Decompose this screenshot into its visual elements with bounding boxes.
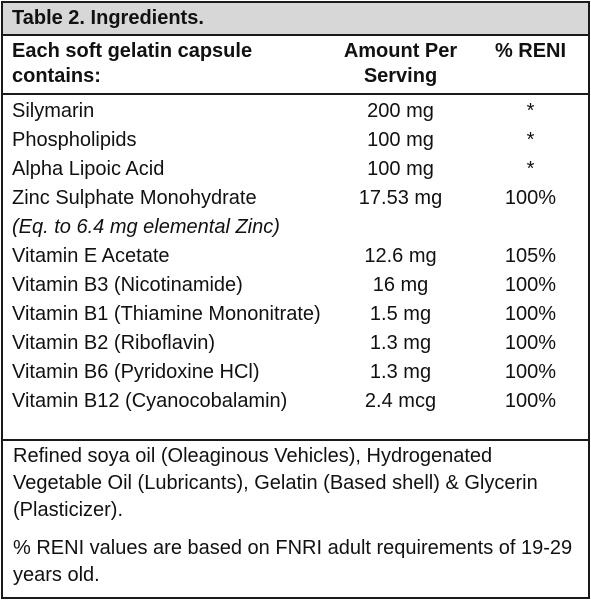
table-row [3,387,588,416]
ingredient-amount: 2.4 mcg [364,390,437,412]
ingredient-name [3,387,328,416]
ingredient-reni: * [526,129,535,151]
ingredient-name-text: Vitamin E Acetate [12,245,170,267]
ingredient-amount: 1.3 mg [369,361,432,383]
reni-note: % RENI values are based on FNRI adult requirements of 19-29 years old. [13,537,573,586]
ingredient-reni: * [526,158,535,180]
ingredient-amount: 1.5 mg [369,303,432,325]
ingredient-name-text: Vitamin B2 (Riboflavin) [12,332,216,354]
table-row [3,126,588,155]
ingredient-name [3,358,328,387]
table-row [3,97,588,126]
ingredient-reni: 100% [504,390,557,412]
table-header-row [3,36,588,95]
ingredient-amount: 12.6 mg [364,245,437,267]
ingredient-name-text: Phospholipids [12,129,137,151]
ingredient-reni: 105% [504,245,557,267]
ingredient-name [3,126,328,155]
ingredient-amount: 100 mg [367,158,434,180]
ingredient-amount: 17.53 mg [358,187,443,209]
ingredient-reni: * [526,100,535,122]
ingredient-amount: 1.3 mg [369,332,432,354]
table-row [3,329,588,358]
ingredient-name [3,184,328,242]
other-ingredients-note: Refined soya oil (Oleaginous Vehicles), Hydrogenated Vegetable Oil (Lubricants), Gelatin (Based shell) & Glycerin (Plasticizer). [13,445,538,521]
table-body [3,95,588,441]
ingredient-reni: 100% [504,274,557,296]
ingredient-name-text: Vitamin B3 (Nicotinamide) [12,274,243,296]
header-reni: % RENI [494,40,567,62]
ingredient-name-text: Vitamin B12 (Cyanocobalamin) [12,390,288,412]
header-amount-per-serving: Amount Per Serving [343,40,458,87]
ingredient-name-text: Zinc Sulphate Monohydrate [12,187,257,209]
table-row [3,300,588,329]
ingredient-amount: 16 mg [372,274,429,296]
table-row [3,242,588,271]
table-row [3,184,588,242]
table-row [3,358,588,387]
ingredient-name-text: Vitamin B1 (Thiamine Mononitrate) [12,303,321,325]
ingredient-name [3,97,328,126]
ingredient-note: (Eq. to 6.4 mg elemental Zinc) [12,216,280,238]
ingredient-name [3,271,328,300]
table-row [3,155,588,184]
table-row [3,271,588,300]
ingredient-reni: 100% [504,303,557,325]
table-title: Table 2. Ingredients. [3,3,588,36]
ingredient-reni: 100% [504,361,557,383]
header-capsule-contents: Each soft gelatin capsule contains: [12,40,253,87]
ingredient-amount: 200 mg [367,100,434,122]
ingredient-name [3,329,328,358]
ingredients-table [1,1,590,599]
ingredient-name [3,242,328,271]
ingredient-name [3,155,328,184]
ingredient-reni: 100% [504,187,557,209]
ingredient-name-text: Vitamin B6 (Pyridoxine HCl) [12,361,260,383]
ingredient-reni: 100% [504,332,557,354]
ingredient-name [3,300,328,329]
ingredient-name-text: Alpha Lipoic Acid [12,158,165,180]
ingredient-name-text: Silymarin [12,100,95,122]
table-footer [3,441,588,589]
ingredient-amount: 100 mg [367,129,434,151]
